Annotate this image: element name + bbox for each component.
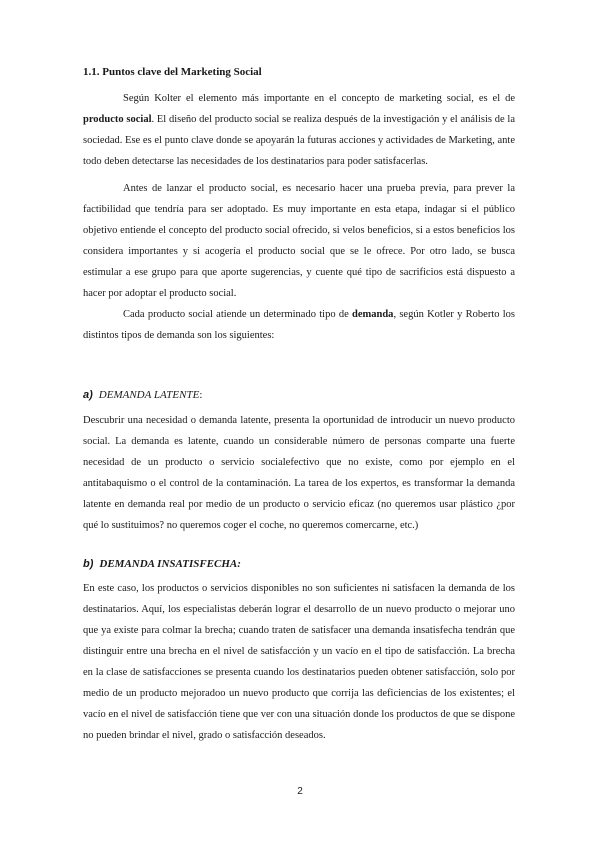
paragraph-text: , según Kotler y Roberto los distintos tipos de demanda son los siguientes: [83, 309, 516, 341]
paragraph-producto-social [83, 88, 515, 172]
paragraph-text: Según Kolter el elemento más importante en el concepto de marketing social, es el de [123, 93, 515, 104]
paragraph-text: Cada producto social atiende un determinado tipo de [123, 309, 352, 320]
paragraph-demanda-insatisfecha: En este caso, los productos o servicios disponibles no son suficientes ni satisfacen la demanda de los destinatarios. Aquí, los especialistas deberán lograr el desarrollo de un nuevo producto o mejorar uno que ya existe para colmar la brecha; cuando traten de satisfacer una demanda insatisfecha tendrán que distinguir entre una brecha en el nivel de satisfacción y un vacío en el tipo de satisfacción. La brecha en la clase de satisfacciones se presenta cuando los destinatarios pueden obtener satisfacción, solo por medio de un producto mejoradoo un nuevo producto que corrija las deficiencias de los existentes; el vacío en el nivel de satisfacción tiene que ver con una situación donde los productos de que se dispone no pueden brindar el nivel, grado o satisfacción deseados. [83, 583, 515, 741]
bold-term-producto-social: producto social [83, 114, 152, 125]
subsection-title: DEMANDA LATENTE [98, 389, 200, 401]
bold-term-demanda: demanda [352, 309, 394, 320]
subsection-letter: b) [83, 558, 94, 570]
paragraph-text: . El diseño del producto social se realiza después de la investigación y el análisis de la sociedad. Ese es el punto clave donde se apoyarán la futuras acciones y actividades de Marketing, ante todo deben detectarse las necesidades de los destinatarios para poder satisfacerlas. [83, 114, 515, 167]
paragraph-demanda-latente: Descubrir una necesidad o demanda latente, presenta la oportunidad de introducir un nuevo producto social. La demanda es latente, cuando un considerable número de personas comparte una fuerte necesidad de un producto o servicio socialefectivo que no existe, como por ejemplo en el antitabaquismo o el control de la contaminación. La tarea de los expertos, es transformar la demanda latente en demanda real por medio de un producto o servicio eficaz (no queremos usar plástico ¿por qué lo sustituimos? no queremos coger el coche, no queremos comercarne, etc.) [83, 415, 515, 531]
paragraph-tipos-demanda [83, 304, 515, 346]
paragraph-prueba-previa: Antes de lanzar el producto social, es necesario hacer una prueba previa, para prever la factibilidad que tendría para ser adoptado. Es muy importante en esta etapa, indagar si el público objetivo entiende el concepto del producto social ofrecido, si velos beneficios, si a estos beneficios los considera importantes y si acogería el producto social que se le ofrece. Por otro lado, se busca estimular a ese grupo para que aporte sugerencias, y cuente qué tipo de sacrificios está dispuesto a hacer por adoptar el producto social. [83, 183, 515, 299]
page-number: 2 [297, 786, 303, 797]
subsection-title: DEMANDA INSATISFECHA: [99, 558, 241, 570]
subsection-colon: : [199, 389, 203, 401]
subsection-letter: a) [83, 389, 93, 401]
subsection-heading-demanda-insatisfecha [83, 558, 241, 570]
subsection-heading-demanda-latente [83, 389, 202, 401]
section-heading: 1.1. Puntos clave del Marketing Social [83, 66, 262, 78]
